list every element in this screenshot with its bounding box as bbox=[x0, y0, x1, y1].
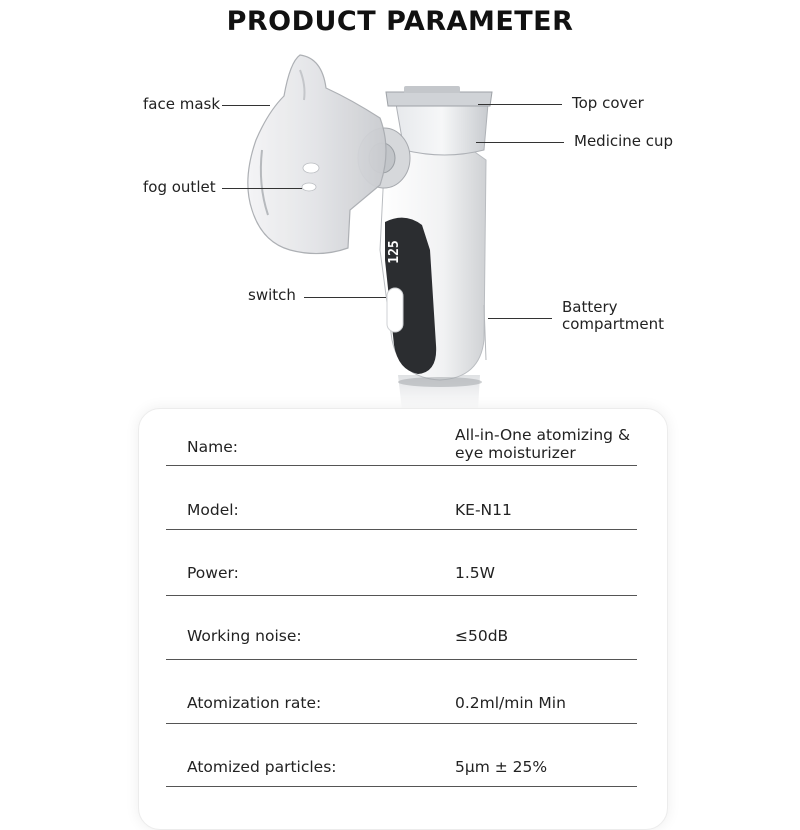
callout-face-mask: face mask bbox=[143, 95, 221, 113]
switch-button bbox=[387, 288, 403, 332]
spec-value: KE-N11 bbox=[455, 501, 512, 519]
callout-line-switch bbox=[304, 297, 386, 298]
spec-label: Model: bbox=[187, 501, 239, 519]
face-mask bbox=[248, 55, 386, 254]
spec-row-model bbox=[166, 466, 637, 530]
spec-label: Atomized particles: bbox=[187, 758, 337, 776]
spec-value: ≤50dB bbox=[455, 627, 509, 645]
callout-battery-compartment: Battery compartment bbox=[562, 298, 665, 333]
medicine-cup bbox=[396, 104, 488, 155]
spec-label: Atomization rate: bbox=[187, 694, 322, 712]
callout-line-face-mask bbox=[222, 105, 270, 106]
callout-line-fog-outlet bbox=[222, 188, 302, 189]
callout-line-medicine-cup bbox=[476, 142, 564, 143]
callout-top-cover: Top cover bbox=[572, 94, 644, 112]
spec-label: Power: bbox=[187, 564, 239, 582]
spec-row-power bbox=[166, 530, 637, 596]
nebulizer-illustration bbox=[0, 40, 800, 420]
spec-value: 5μm ± 25% bbox=[455, 758, 548, 776]
callout-line-top-cover bbox=[478, 104, 562, 105]
top-cover bbox=[386, 92, 492, 106]
spec-row-name bbox=[166, 418, 637, 466]
spec-row-particles bbox=[166, 724, 637, 787]
callout-fog-outlet: fog outlet bbox=[143, 178, 216, 196]
spec-row-noise bbox=[166, 596, 637, 660]
page-title: PRODUCT PARAMETER bbox=[226, 6, 574, 37]
display-readout: 125 bbox=[387, 240, 402, 264]
spec-value: 1.5W bbox=[455, 564, 495, 582]
spec-label: Working noise: bbox=[187, 627, 302, 645]
spec-row-atomization-rate bbox=[166, 660, 637, 724]
spec-value: 0.2ml/min Min bbox=[455, 694, 566, 712]
spec-label: Name: bbox=[187, 438, 238, 456]
spec-value: All-in-One atomizing & eye moisturizer bbox=[455, 426, 631, 462]
callout-line-battery bbox=[488, 318, 552, 319]
callout-medicine-cup: Medicine cup bbox=[574, 132, 674, 150]
callout-switch: switch bbox=[248, 286, 296, 304]
